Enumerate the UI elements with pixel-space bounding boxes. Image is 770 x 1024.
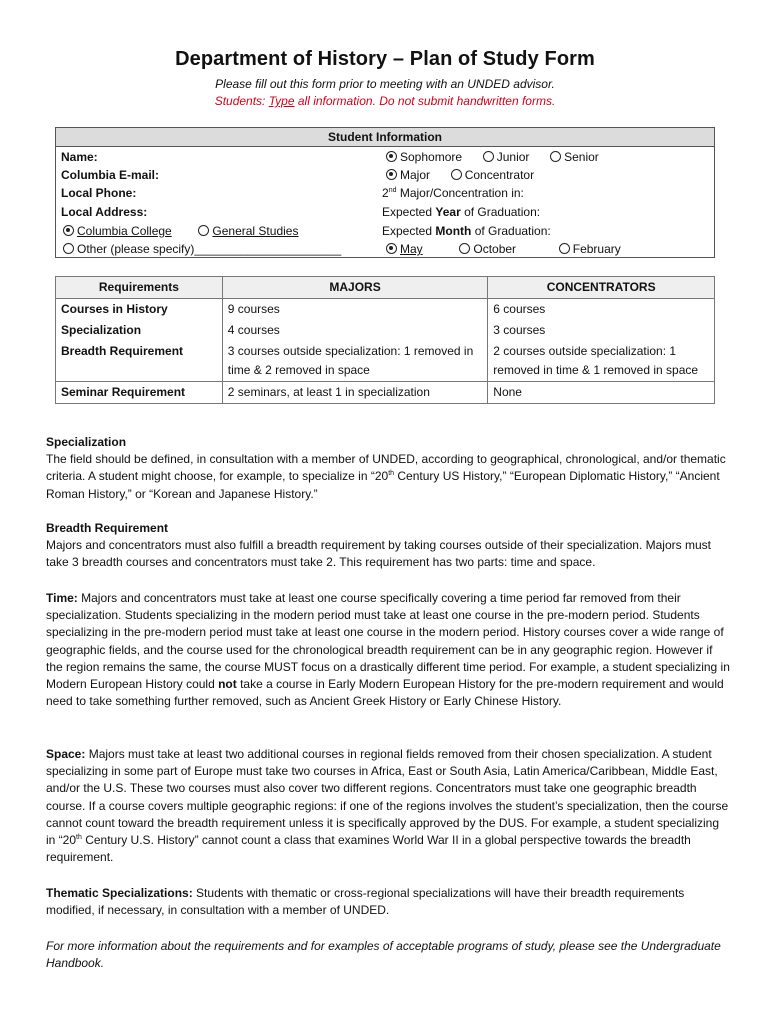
other-option (63, 240, 341, 258)
req-concentrators: 3 courses (488, 320, 715, 341)
thematic-section (46, 885, 731, 919)
breadth-heading: Breadth Requirement (46, 521, 169, 535)
specialization-heading: Specialization (46, 435, 127, 449)
radio-other[interactable] (63, 243, 74, 254)
typing-warning-type: Type (268, 94, 295, 108)
req-concentrators: 2 courses outside specialization: 1 removed in time & 1 removed in space (488, 341, 715, 382)
req-name: Specialization (56, 320, 223, 341)
typing-warning-rest: all information. Do not submit handwritten forms. (294, 94, 556, 108)
specialization-text-a: The field should be defined, in consultation with a member of UNDED, according to geographical, chronological, and/or thematic criteria. A student might choose, for example, to specialize in “20 (46, 452, 726, 484)
breadth-text: Majors and concentrators must also fulfill a breadth requirement by taking courses outside of their specialization. Majors must take 3 breadth courses and concentrators must take 2. This requirement has two parts: time and space. (46, 538, 711, 570)
october-label: October (473, 242, 517, 256)
program-type-options (386, 166, 534, 184)
col-header-requirements: Requirements (56, 277, 223, 299)
req-majors: 4 courses (222, 320, 488, 341)
table-header-row (56, 277, 715, 299)
radio-columbia-college[interactable] (63, 225, 74, 236)
grad-month-field (382, 222, 551, 240)
second-major-num: 2 (382, 186, 389, 200)
req-majors: 9 courses (222, 299, 488, 321)
specialization-sup: th (388, 470, 395, 478)
time-text-a: Majors and concentrators must take at least one course specifically covering a time period far removed from their specialization. Students specializing in the modern period must take at least one course in the pre-modern period. Students specializing in the pre-modern period must take at least one course in the modern period. History courses cover a wide range of geographic fields, and the course used for the chronological breadth requirement can be in any geographic region. However if the region remains the same, the course MUST focus on a drastically different time period. For example, a student specializing in Modern European History could (46, 591, 730, 692)
specialization-text-b: Century US History,” “European Diplomatic History,” “Ancient Roman History,” or “Korean and Japanese History.” (46, 469, 720, 501)
req-name: Courses in History (56, 299, 223, 321)
radio-october[interactable] (459, 243, 470, 254)
time-text (46, 590, 731, 710)
phone-label: Local Phone: (61, 186, 137, 200)
school-options (63, 222, 298, 240)
space-text-a: Majors must take at least two additional courses in regional fields removed from their chosen specialization. A student specializing in some part of Europe must take two courses in Africa, East or South Asia, Latin America/Caribbean, Middle East, and/or the U.S. These two courses must also cover two different regions. Concentrators must take one geographic breadth course. If a course covers multiple geographic regions: if one of the regions involves the student’s specialization, then the course cannot count toward the breadth requirement unless it is specifically approved by the DUS. For example, a student specializing in “20 (46, 747, 729, 848)
major-label: Major (400, 168, 431, 182)
second-major-field (382, 184, 524, 202)
class-options (386, 148, 599, 166)
req-majors: 3 courses outside specialization: 1 removed in time & 2 removed in space (222, 341, 488, 382)
radio-senior[interactable] (550, 151, 561, 162)
specialization-text (46, 451, 731, 503)
space-text-b: Century U.S. History” cannot count a class that examines World War II in a global perspective towards the breadth requirement. (46, 833, 691, 865)
radio-general-studies[interactable] (198, 225, 209, 236)
email-label: Columbia E-mail: (61, 168, 160, 182)
february-label: February (572, 242, 621, 256)
other-label: Other (please specify)______________________ (77, 242, 342, 256)
radio-sophomore[interactable] (386, 151, 397, 162)
junior-label: Junior (496, 150, 530, 164)
thematic-text-body: Students with thematic or cross-regional specializations will have their breadth requirements modified, if necessary, in consultation with a member of UNDED. (46, 886, 685, 918)
grad-year-post: of Graduation: (460, 205, 541, 219)
name-label: Name: (61, 150, 98, 164)
req-concentrators: 6 courses (488, 299, 715, 321)
thematic-label: Thematic Specializations: (46, 886, 193, 900)
footer-note: For more information about the requirements and for examples of acceptable programs of study, please see the Undergraduate Handbook. (46, 939, 721, 971)
time-section (46, 590, 731, 710)
grad-month-post: of Graduation: (471, 224, 551, 238)
second-major-label: Major/Concentration in: (396, 186, 524, 200)
month-options (386, 240, 621, 258)
radio-may[interactable] (386, 243, 397, 254)
typing-warning-prefix: Students: (214, 94, 269, 108)
req-concentrators: None (488, 382, 715, 404)
may-label: May (400, 242, 423, 256)
col-header-concentrators: CONCENTRATORS (488, 277, 715, 299)
table-row (56, 382, 715, 404)
specialization-section (46, 434, 731, 503)
grad-year-bold: Year (435, 205, 461, 219)
typing-warning (0, 94, 770, 108)
table-row (56, 341, 715, 382)
radio-february[interactable] (559, 243, 570, 254)
grad-month-bold: Month (435, 224, 472, 238)
page-title: Department of History – Plan of Study Form (175, 48, 595, 70)
space-sup: th (76, 834, 82, 842)
space-label: Space: (46, 747, 86, 761)
radio-junior[interactable] (483, 151, 494, 162)
student-info-heading: Student Information (56, 128, 714, 147)
sophomore-label: Sophomore (400, 150, 463, 164)
table-row (56, 320, 715, 341)
radio-concentrator[interactable] (451, 169, 462, 180)
table-row (56, 299, 715, 321)
general-studies-label: General Studies (212, 224, 299, 238)
time-not: not (218, 677, 237, 692)
col-header-majors: MAJORS (222, 277, 488, 299)
instructions-line: Please fill out this form prior to meeting with an UNDED advisor. (215, 77, 555, 91)
address-label: Local Address: (61, 205, 148, 219)
req-majors: 2 seminars, at least 1 in specialization (222, 382, 488, 404)
time-text-b: take a course in Early Modern European History for the pre-modern requirement and would need to take something further removed, such as Ancient Greek History or Early Chinese History. (46, 677, 724, 709)
thematic-text (46, 885, 731, 919)
space-text (46, 746, 731, 866)
req-name: Seminar Requirement (56, 382, 223, 404)
grad-year-pre: Expected (382, 205, 436, 219)
radio-major[interactable] (386, 169, 397, 180)
second-major-sup: nd (388, 187, 397, 194)
space-section (46, 746, 731, 866)
grad-month-pre: Expected (382, 224, 436, 238)
breadth-section (46, 520, 731, 572)
req-name: Breadth Requirement (56, 341, 223, 382)
senior-label: Senior (564, 150, 599, 164)
grad-year-field (382, 203, 540, 221)
student-info-box (55, 127, 715, 258)
requirements-table (55, 276, 715, 404)
columbia-college-label: Columbia College (77, 224, 172, 238)
concentrator-label: Concentrator (464, 168, 535, 182)
time-label: Time: (46, 591, 78, 605)
